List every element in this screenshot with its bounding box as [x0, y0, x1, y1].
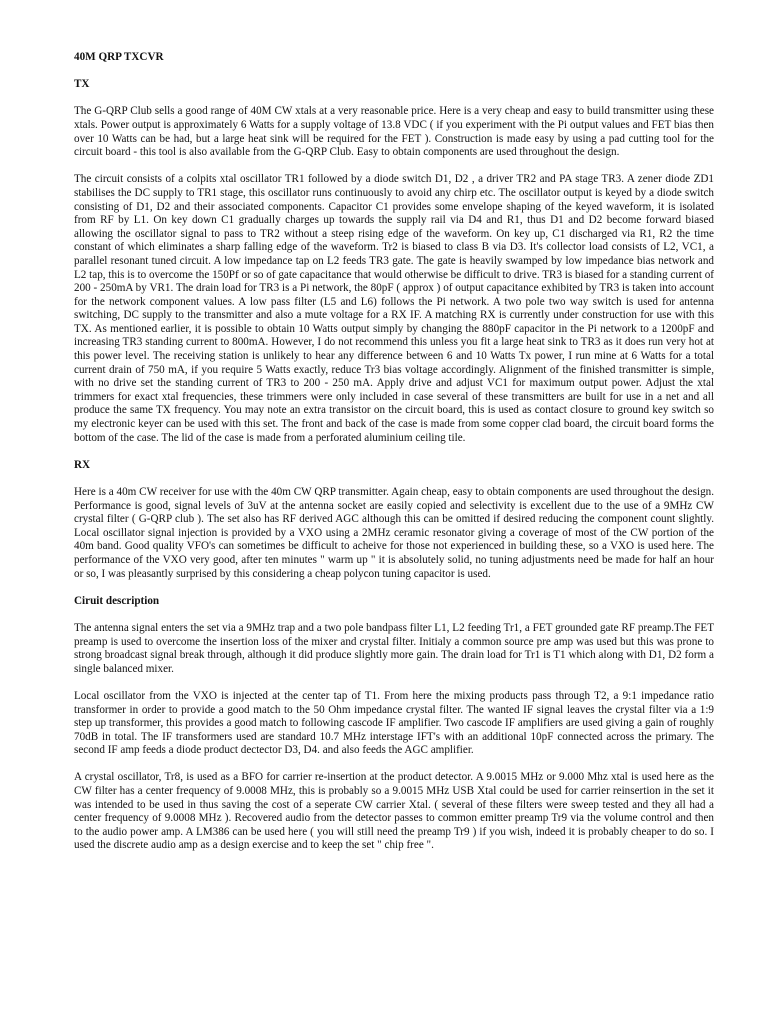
paragraph-tx-intro: The G-QRP Club sells a good range of 40M CW xtals at a very reasonable price. Here is a very cheap and easy to build transmitter using these xtals. Power output is approximately 6 Watts for a supply voltage of 13.8 VDC ( if you experiment with the Pi output values and FET bias then over 10 Watts can be had, but a large heat sink will be required for the FET ). Construction is made easy by using a pad cutting tool for the circuit board - this tool is also available from the G-QRP Club. Easy to obtain components are used throughout the design.	[74, 105, 714, 159]
section-heading-tx: TX	[74, 78, 90, 91]
paragraph-circuit-bfo: A crystal oscillator, Tr8, is used as a BFO for carrier re-insertion at the product detector. A 9.0015 MHz or 9.000 Mhz xtal is used here as the CW filter has a center frequency of 9.0008 MHz, this is probably so a 9.0015 MHz USB Xtal could be used for carrier reinsertion in the set it was intended to be used in thus saving the cost of a seperate CW carrier Xtal. ( several of these filters were sweep tested and they all had a center frequency of 9.0008 MHz ). Recovered audio from the detector passes to common emitter preamp Tr9 via the volume control and then to the audio power amp. A LM386 can be used here ( you will still need the preamp Tr9 ) if you wish, indeed it is probably cheaper to do so. I used the discrete audio amp as a design exercise and to keep the set " chip free ".	[74, 771, 714, 852]
paragraph-tx-circuit: The circuit consists of a colpits xtal oscillator TR1 followed by a diode switch D1, D2 , a driver TR2 and PA stage TR3. A zener diode ZD1 stabilises the DC supply to TR1 stage, this oscillator runs continuously to avoid any chirp etc. The oscillator output is keyed by a diode switch consisting of D1, D2 and their associated components. Capacitor C1 provides some envelope shaping of the keyed waveform, it is isolated from RF by L1. On key down C1 gradually charges up towards the supply rail via D4 and R1, thus D1 and D2 become forward biased allowing the oscillator signal to pass to TR2 without a steep rising edge of the waveform. On key up, C1 discharged via R1, R2 the time constant of which eliminates a sharp falling edge of the waveform. Tr2 is biased to class B via D3. It's collector load consists of L2, VC1, a parallel resonant tuned circuit. A low impedance tap on L2 feeds TR3 gate. The gate is heavily swamped by low impedance bias network and L2 tap, this is to overcome the 150Pf or so of gate capacitance that would otherwise be difficult to drive. TR3 is biased for a standing current of 200 - 250mA by VR1. The drain load for TR3 is a Pi network, the 80pF ( approx ) of output capacitance exhibited by TR3 is taken into account for the network component values. A low pass filter (L5 and L6) follows the Pi network. A two pole two way switch is used for antenna switching, DC supply to the transmitter and also a mute voltage for a RX IF. A matching RX is currently under construction for use with this TX. As mentioned earlier, it is possible to obtain 10 Watts output simply by changing the 880pF capacitor in the Pi network to a 1200pF and increasing TR3 standing current to 800mA. However, I do not recommend this unless you fit a large heat sink to TR3 as it does run very hot at this power level. The receiving station is unlikely to hear any difference between 6 and 10 Watts Tx power, I run mine at 6 Watts for a total current drain of 750 mA, if you require 5 Watts exactly, reduce Tr3 bias voltage accordingly. Alignment of the finished transmitter is simple, with no drive set the standing current of TR3 to 200 - 250 mA. Apply drive and adjust VC1 for maximum output power. Adjust the xtal trimmers for exact xtal frequencies, these trimmers were only included in case several of these transmitters are built for use in a net and all produce the same TX frequency. You may note an extra transistor on the circuit board, this is used as contact closure to ground key switch so my electronic keyer can be used with this set. The front and back of the case is made from some copper clad board, the circuit board forms the bottom of the case. The lid of the case is made from a perforated aluminium ceiling tile.	[74, 173, 714, 444]
paragraph-rx-intro: Here is a 40m CW receiver for use with the 40m CW QRP transmitter. Again cheap, easy to obtain components are used throughout the design. Performance is good, signal levels of 3uV at the antenna socket are easily copied and selectivity is excellent due to the use of a 9MHz CW crystal filter ( G-QRP club ). The set also has RF derived AGC although this can be omitted if desired reducing the component count slightly. Local oscillator signal injection is provided by a VXO using a 2MHz ceramic resonator giving a coverage of most of the CW portion of the 40m band. Good quality VFO's can sometimes be difficult to acheive for those not experienced in building these, so a VXO is used here. The performance of the VXO very good, after ten minutes " warm up " it is absolutely solid, no tuning adjustments need be made for half an hour or so, I was pleasantly surprised by this considering a cheap polycon tuning capacitor is used.	[74, 486, 714, 580]
paragraph-circuit-oscillator: Local oscillator from the VXO is injected at the center tap of T1. From here the mixing products pass through T2, a 9:1 impedance ratio transformer in order to provide a good match to the 50 Ohm impedance crystal filter. The wanted IF signal leaves the crystal filter via a 1:9 step up transformer, this provides a good match to following cascode IF amplifier. Two cascode IF amplifiers are used giving a gain of roughly 70dB in total. The IF transformers used are standard 10.7 MHz interstage IFT's with an additional 10pF connected across the primary. The second IF amp feeds a diode product dectector D3, D4. and also feeds the AGC amplifier.	[74, 689, 714, 757]
document-title: 40M QRP TXCVR	[74, 51, 164, 63]
section-heading-rx: RX	[74, 458, 91, 471]
paragraph-circuit-antenna: The antenna signal enters the set via a 9MHz trap and a two pole bandpass filter L1, L2 feeding Tr1, a FET grounded gate RF preamp.The FET preamp is used to overcome the insertion loss of the mixer and crystal filter. Initialy a common source pre amp was used but this was prone to strong broadcast signal break through, although it did produce slightly more gain. The drain load for Tr1 is T1 which along with D1, D2 form a single balanced mixer.	[74, 621, 714, 675]
section-heading-circuit: Ciruit description	[74, 594, 160, 607]
document-page	[74, 51, 714, 853]
